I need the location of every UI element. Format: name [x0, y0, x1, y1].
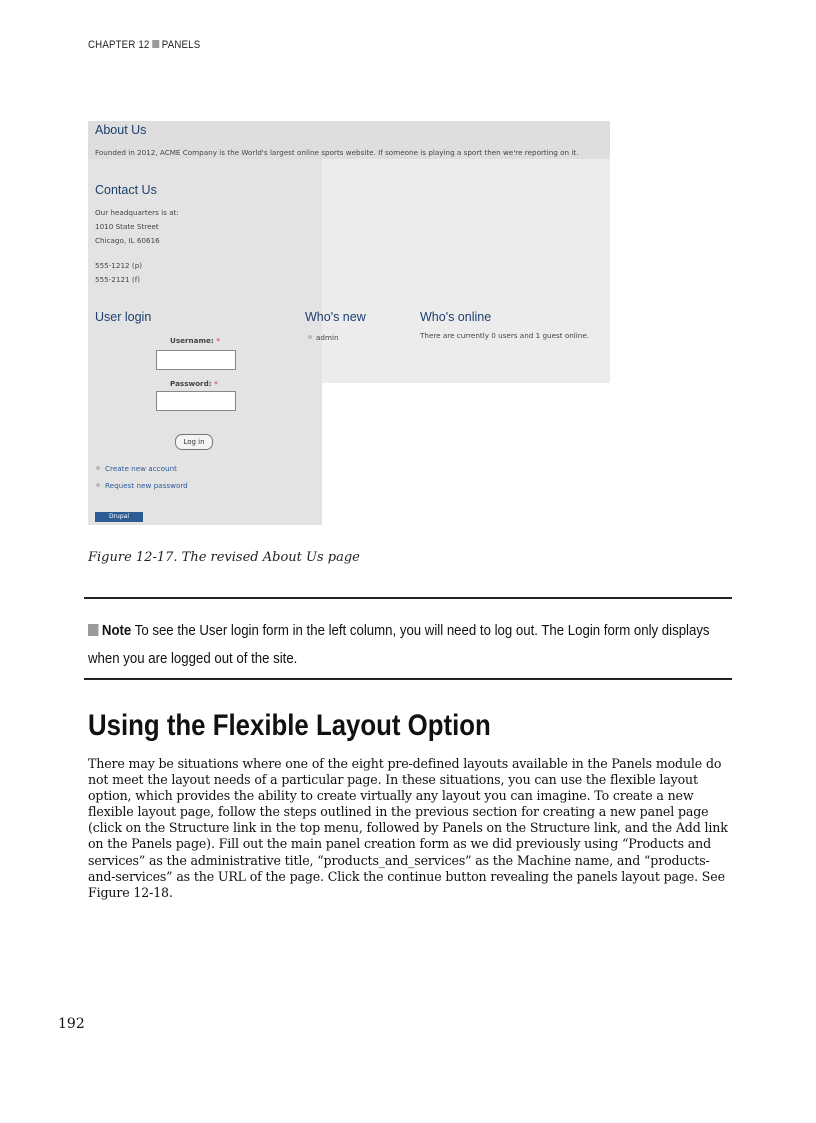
note-bottom-rule [84, 678, 732, 680]
chapter-label: CHAPTER 12 [88, 39, 150, 51]
create-account-link[interactable]: Create new account [105, 464, 177, 473]
whos-new-user: admin [316, 333, 339, 342]
contact-line: 555-1212 (p) [95, 261, 143, 270]
username-input[interactable] [156, 350, 236, 370]
about-us-heading: About Us [95, 123, 147, 137]
note-top-rule [84, 597, 732, 599]
whos-online-text: There are currently 0 users and 1 guest online. [420, 331, 590, 340]
drupal-badge: Drupal [95, 512, 143, 522]
right-area-shade [322, 121, 610, 383]
password-label: Password: * [170, 379, 218, 388]
section-heading: Using the Flexible Layout Option [88, 709, 491, 742]
bullet-icon [308, 335, 312, 339]
user-login-heading: User login [95, 310, 152, 324]
note-label: Note [101, 622, 132, 639]
contact-line: Our headquarters is at: [95, 208, 179, 217]
bullet-icon [96, 483, 100, 487]
screenshot-canvas [88, 121, 610, 525]
contact-line: Chicago, IL 60616 [95, 236, 160, 245]
note-square-icon [88, 624, 98, 636]
request-password-link[interactable]: Request new password [105, 481, 188, 490]
figure-screenshot [88, 121, 610, 525]
username-label: Username: * [170, 336, 221, 345]
contact-line: 1010 State Street [95, 222, 159, 231]
password-input[interactable] [156, 391, 236, 411]
section-label: PANELS [161, 39, 201, 51]
login-button[interactable]: Log in [175, 434, 213, 450]
whos-new-heading: Who's new [305, 310, 366, 324]
body-paragraph: There may be situations where one of the eight pre-defined layouts available in the Panels module do not meet the layout needs of a particular page. In these situations, you can use the flexible layout option, which provides the ability to create virtually any layout you can imagine. To create a new flexible layout page, follow the steps outlined in the previous section for creating a new panel page (click on the Structure link in the top menu, followed by Panels on the Structure link, and the Add link on the Panels page). Fill out the main panel creation form as we did previously using “Products and services” as the administrative title, “products_and_services” as the Machine name, and “products-and-services” as the URL of the page. Click the continue button revealing the panels layout page. See Figure 12-18. [88, 756, 728, 900]
contact-us-heading: Contact Us [95, 183, 157, 197]
note-text: To see the User login form in the left column, you will need to log out. The Login form only displays when you are logged out of the site. [88, 622, 710, 667]
separator-square-icon [152, 40, 159, 48]
whos-online-heading: Who's online [420, 310, 492, 324]
running-header [88, 39, 200, 51]
figure-caption: Figure 12-17. The revised About Us page [88, 550, 360, 565]
bullet-icon [96, 466, 100, 470]
about-us-text: Founded in 2012, ACME Company is the World's largest online sports website. If someone is playing a sport then we're reporting on it. [95, 148, 579, 157]
contact-line: 555-2121 (f) [95, 275, 141, 284]
page-number: 192 [58, 1016, 85, 1032]
note-box [88, 617, 734, 673]
